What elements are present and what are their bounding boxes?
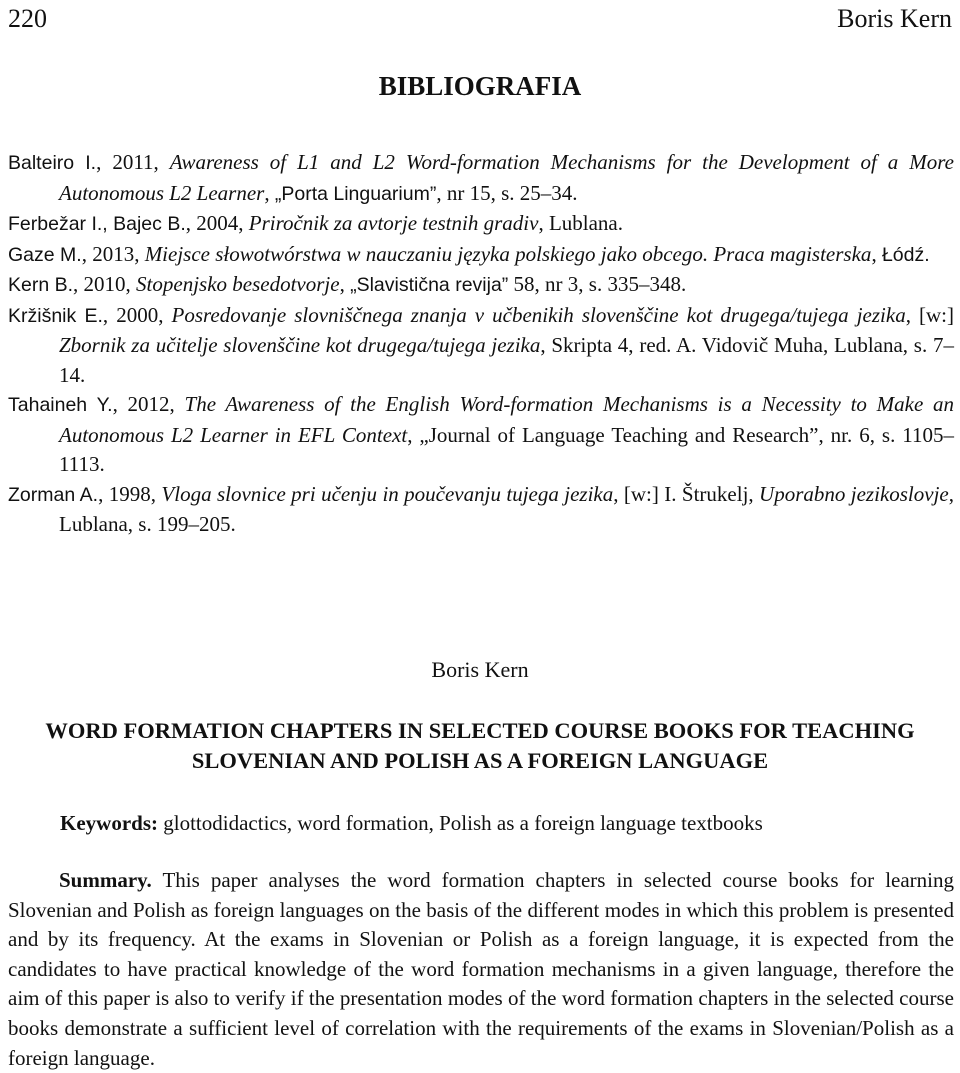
- entry-text: , 2004,: [185, 211, 249, 235]
- summary-label: Summary.: [59, 868, 152, 892]
- page-number: 220: [8, 4, 47, 33]
- entry-text: , 2010,: [73, 272, 137, 296]
- entry-text: , 2012,: [112, 392, 185, 416]
- entry-text: , [w:] I. Štrukelj,: [613, 481, 760, 506]
- entry-text: , Lublana.: [538, 211, 623, 235]
- bibliography-entry: [8, 390, 954, 480]
- entry-text: , 1998,: [98, 481, 162, 506]
- entry-text: , [w:]: [905, 302, 954, 327]
- entry-place: Łódź.: [881, 243, 930, 266]
- entry-text: ,: [871, 241, 882, 266]
- bibliography-entry: [8, 270, 954, 301]
- bibliography-entry: [8, 240, 954, 271]
- entry-title: Stopenjsko besedotvorje: [136, 272, 340, 296]
- bibliography-entry: [8, 480, 954, 540]
- entry-author: Ferbežar I., Bajec B.: [8, 213, 186, 235]
- entry-title: Vloga slovnice pri učenju in poučevanju tujega jezika: [161, 481, 614, 506]
- entry-text: , 2011,: [96, 150, 170, 174]
- entry-text: ,: [339, 272, 351, 296]
- entry-text: , Lublana, s. 199–205.: [59, 481, 954, 536]
- running-head: Boris Kern: [837, 4, 952, 33]
- bibliography-entry: [8, 209, 954, 240]
- entry-author: Kern B.: [8, 274, 74, 296]
- entry-author: Zorman A.: [8, 483, 99, 506]
- bibliography-entry: [8, 148, 954, 209]
- bibliography-heading: BIBLIOGRAFIA: [378, 71, 582, 101]
- entry-text: , 2013,: [81, 241, 145, 266]
- keywords-text: glottodidactics, word formation, Polish as a foreign language textbooks: [158, 811, 763, 835]
- entry-title: Posredovanje slovniščnega znanja v učbenikih slovenščine kot drugega/tujega jezika: [171, 302, 906, 327]
- entry-title-secondary: Zbornik za učitelje slovenščine kot drugega/tujega jezika: [59, 333, 541, 357]
- entry-author: Kržišnik E.: [8, 304, 103, 327]
- article-title: [0, 716, 960, 776]
- keywords: [60, 808, 950, 838]
- entry-author: Gaze M.: [8, 243, 82, 266]
- keywords-label: Keywords:: [60, 811, 158, 835]
- summary-text: This paper analyses the word formation chapters in selected course books for learning Slovenian and Polish as foreign languages on the basis of the different modes in which this problem is presented and by its frequency. At the exams in Slovenian or Polish as a foreign language, it is expected from the candidates to have practical knowledge of the word formation mechanisms in a given language, therefore the aim of this paper is also to verify if the presentation modes of the word formation chapters in the selected course books demonstrate a sufficient level of correlation with the requirements of the exams in Slovenian/Polish as a foreign language.: [8, 868, 954, 1070]
- entry-text: , nr 15, s. 25–34.: [436, 180, 578, 205]
- bibliography-entry: [8, 301, 954, 391]
- entry-text: , 2000,: [102, 302, 172, 327]
- entry-journal: „Porta Linguarium”: [274, 182, 437, 205]
- page-header: [0, 0, 960, 34]
- entry-title: Priročnik za avtorje testnih gradiv: [248, 211, 539, 235]
- entry-title: Miejsce słowotwórstwa w nauczaniu języka polskiego jako obcego. Praca magisterska: [144, 241, 872, 266]
- entry-title-secondary: Uporabno jezikoslovje: [759, 481, 949, 506]
- entry-title: The Awareness of the English Word-formation Mechanisms is a Necessity to Make an Autonomous L2 Learner in EFL Context: [59, 392, 954, 447]
- article-author: Boris Kern: [431, 657, 529, 682]
- entry-text: 58, nr 3, s. 335–348.: [508, 272, 687, 296]
- entry-text: ,: [264, 180, 275, 205]
- article-title-line: SLOVENIAN AND POLISH AS A FOREIGN LANGUAGE: [191, 748, 769, 773]
- entry-journal: „Slavistična revija”: [350, 274, 509, 296]
- entry-author: Balteiro I.: [8, 152, 97, 174]
- article-title-line: WORD FORMATION CHAPTERS IN SELECTED COURSE BOOKS FOR TEACHING: [45, 718, 915, 743]
- entry-text: , „Journal of Language Teaching and Research”, nr. 6, s. 1105–1113.: [59, 422, 955, 476]
- summary: [8, 866, 954, 1073]
- entry-author: Tahaineh Y.: [8, 394, 113, 416]
- entry-title: Awareness of L1 and L2 Word-formation Mechanisms for the Development of a More Autonomous L2 Learner: [59, 150, 954, 205]
- entry-text: , Skripta 4, red. A. Vidovič Muha, Lublana, s. 7–14.: [59, 333, 955, 387]
- bibliography-list: [8, 148, 954, 540]
